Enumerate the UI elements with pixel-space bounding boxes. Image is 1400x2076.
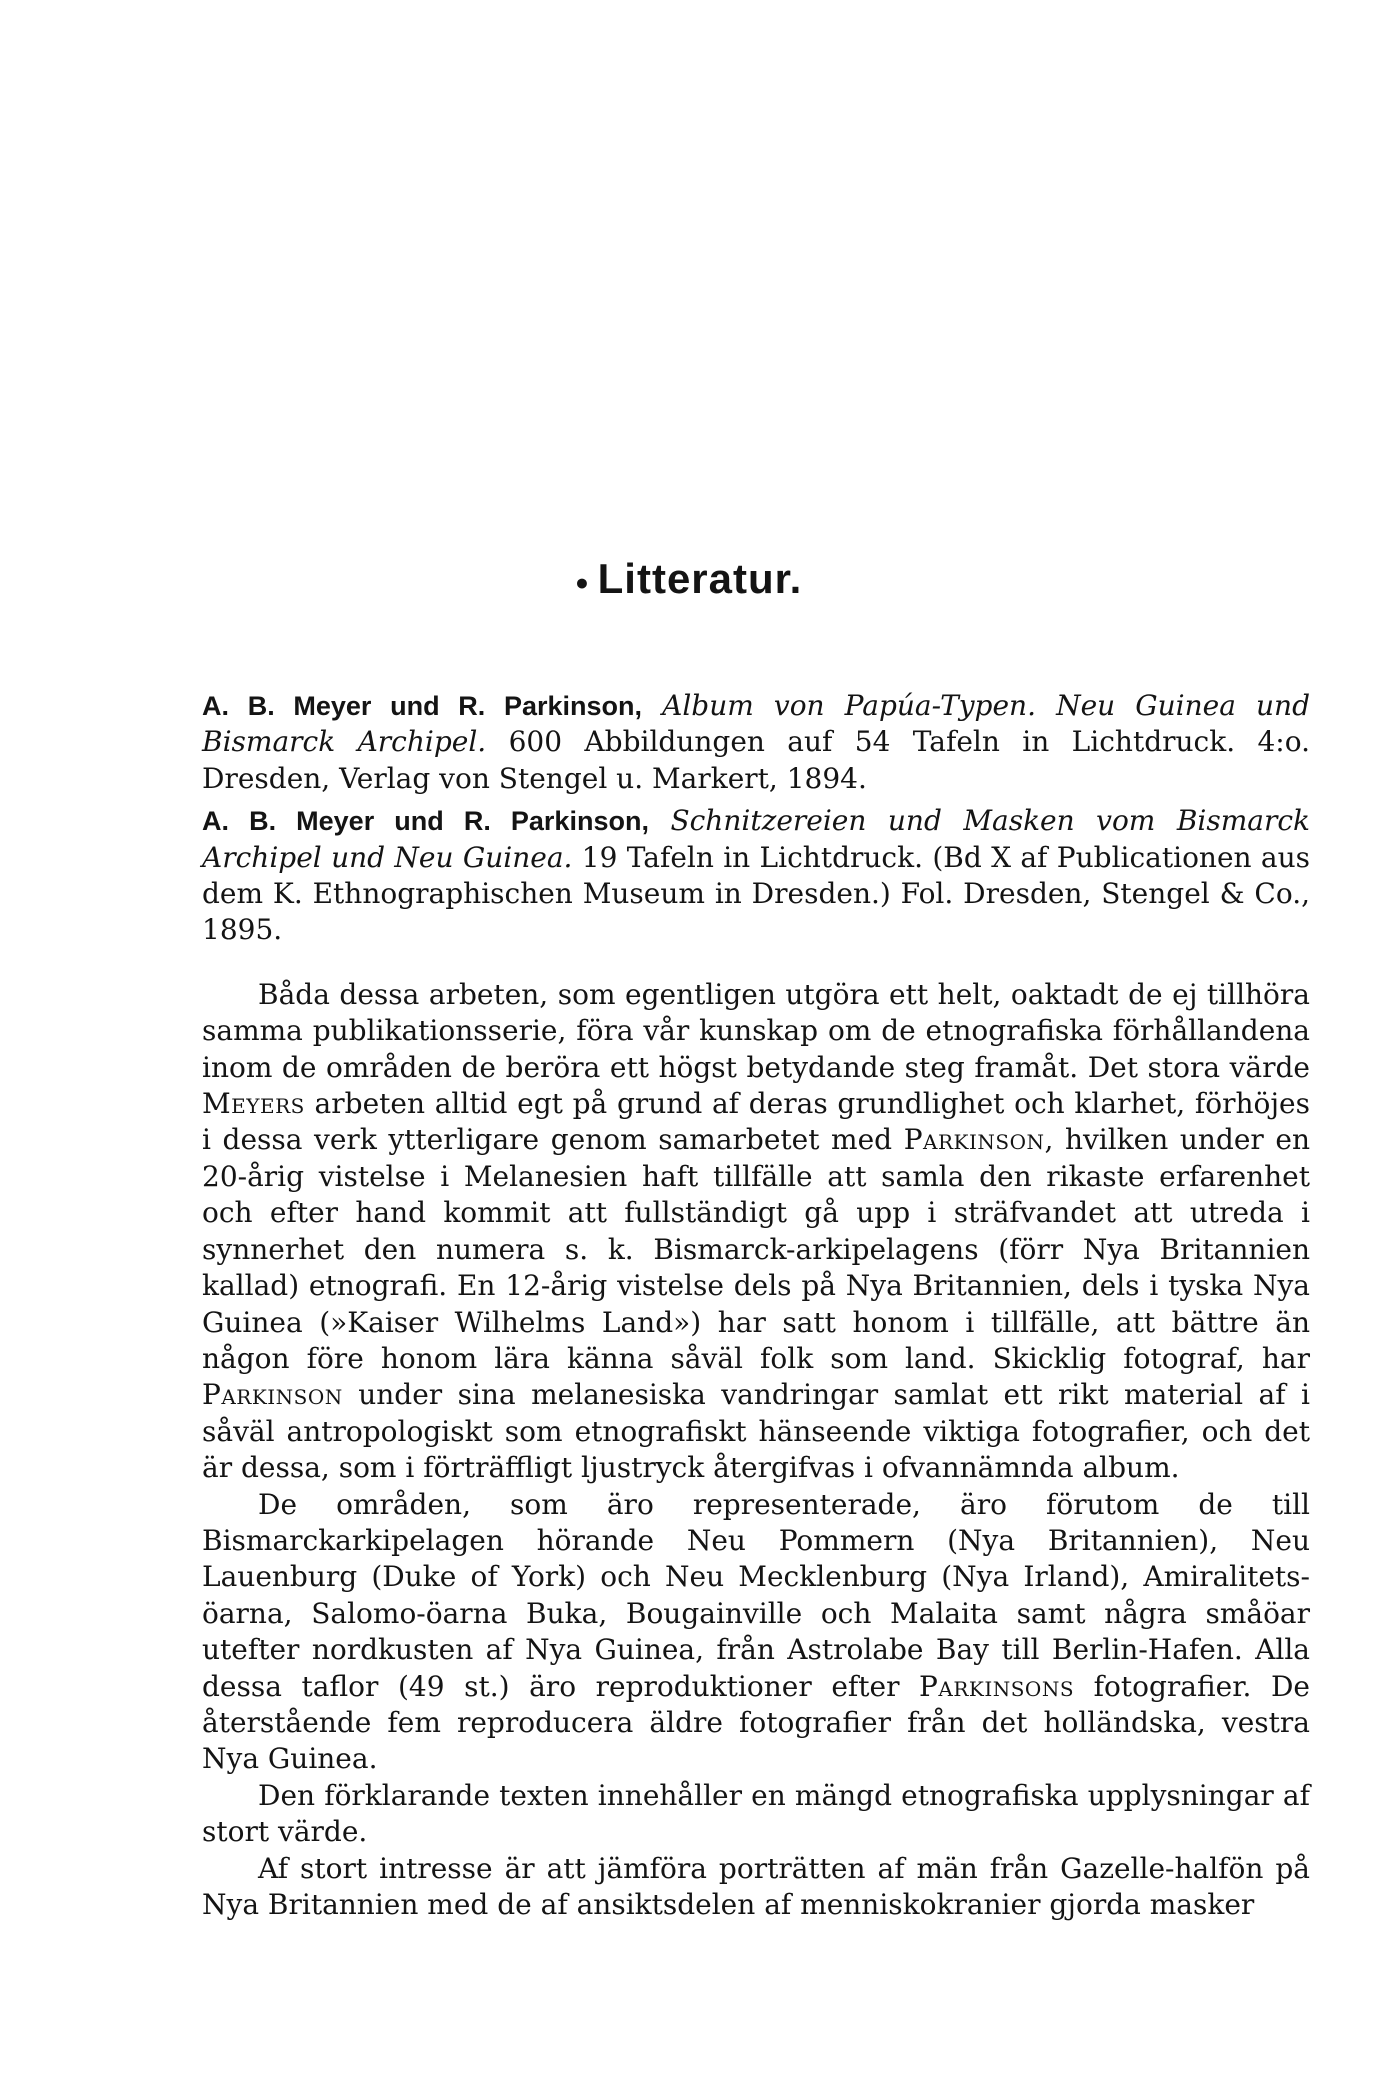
reference-entry [202, 688, 1310, 797]
author-name: Parkinson [202, 1378, 343, 1412]
paragraph-3: Den förklarande texten innehåller en mängd etnografiska upplysningar af stort värde. [202, 1778, 1310, 1849]
paragraph-text: under sina melanesiska vandringar samlat ett rikt material af i såväl antropologiskt som etnografiskt hänseende viktiga fotografier, och det är dessa, som i förträffligt ljustryck återgifvas i ofvannämnda album. [202, 1378, 1310, 1485]
paragraph-text: , hvilken under en 20-årig vistelse i Melanesien haft tillfälle att samla den rikaste erfarenhet och efter hand kommit att fullständigt gå upp i sträfvandet att utreda i synnerhet den numera s. k. Bismarck-arkipelagens (förr Nya Britannien kallad) etnografi. En 12-årig vistelse dels på Nya Britannien, dels i tyska Nya Guinea (»Kaiser Wilhelms Land») har satt honom i tillfälle, att bättre än någon före honom lära känna såväl folk som land. Skicklig fotograf, har [202, 1123, 1310, 1375]
reference-details: 19 Tafeln in Lichtdruck. (Bd X af Publicationen aus dem K. Ethnographischen Museum in Dresden.) Fol. Dresden, Stengel & Co., 1895. [202, 840, 1311, 947]
document-body [202, 688, 1310, 1923]
paragraph-1 [202, 977, 1310, 1487]
author-name: Parkinson [903, 1123, 1045, 1157]
paragraph-text: De områden, som äro representerade, äro förutom de till Bismarckarkipelagen hörande Neu Pommern (Nya Britannien), Neu Lauenburg (Duke of York) och Neu Mecklenburg (Nya Irland), Amiralitets-öarna, Salomo-öarna Buka, Bougainville och Malaita samt några småöar utefter nordkusten af Nya Guinea, från Astrolabe Bay till Berlin-Hafen. Alla dessa taflor (49 st.) äro reproduktioner efter [202, 1487, 1310, 1703]
reference-author: A. B. Meyer und R. Parkinson, [202, 691, 643, 721]
reference-work: Schnitzereien und Masken vom Bismarck Archipel und Neu Guinea. [202, 804, 1311, 874]
paragraph-text: fotografier. De återstående fem reproducera äldre fotografier från det holländska, vestra Nya Guinea. [202, 1669, 1311, 1776]
reference-details: 600 Abbildungen auf 54 Tafeln in Lichtdruck. 4:o. Dresden, Verlag von Stengel u. Markert, 1894. [202, 725, 1310, 795]
page-title: Litteratur. [597, 555, 803, 602]
paragraph-text: Båda dessa arbeten, som egentligen utgöra ett helt, oaktadt de ej tillhöra samma publikationsserie, föra vår kunskap om de etnografiska förhållandena inom de områden de beröra ett högst betydande steg framåt. Det stora värde [202, 977, 1310, 1084]
reference-entry [202, 803, 1310, 949]
author-name: Meyers [202, 1087, 305, 1121]
paragraph-text: arbeten alltid egt på grund af deras grundlighet och klarhet, förhöjes i dessa verk ytterligare genom samarbetet med [202, 1087, 1310, 1157]
reference-author: A. B. Meyer und R. Parkinson, [202, 806, 649, 837]
reference-work: Album von Papúa-Typen. Neu Guinea und Bismarck Archipel. [202, 689, 1310, 759]
author-name: Parkinsons [919, 1669, 1075, 1703]
paragraph-2 [202, 1487, 1310, 1778]
title-bullet: • [573, 568, 591, 601]
paragraph-4: Af stort intresse är att jämföra porträtten af män från Gazelle-halfön på Nya Britannien med de af ansiktsdelen af menniskokranier gjorda masker [202, 1851, 1310, 1921]
